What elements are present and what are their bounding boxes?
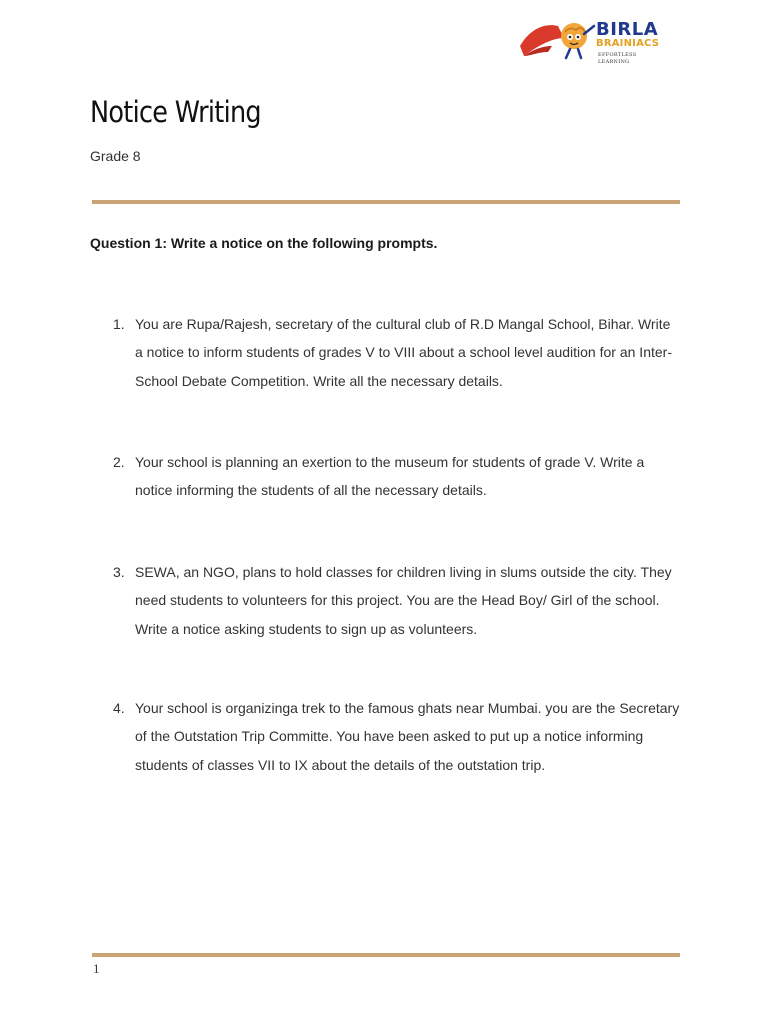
footer-divider	[92, 953, 680, 957]
header-divider	[92, 200, 680, 204]
birla-brainiacs-logo	[518, 16, 668, 65]
superhero-brain-mascot-icon	[518, 16, 598, 62]
list-item-text: Your school is organizinga trek to the famous ghats near Mumbai. you are the Secretary of the Outstation Trip Committe. You have been asked to put up a notice informing students of classes VII to IX about the details of the outstation trip.	[135, 700, 680, 773]
list-item-text: You are Rupa/Rajesh, secretary of the cultural club of R.D Mangal School, Bihar. Write a notice to inform students of grades V to VIII about a school level audition for an Inter-School Debate Competition. Write all the necessary details.	[135, 316, 672, 389]
list-item-number: 1.	[113, 316, 125, 332]
list-item-number: 2.	[113, 454, 125, 470]
list-item-text: SEWA, an NGO, plans to hold classes for children living in slums outside the city. They need students to volunteers for this project. You are the Head Boy/ Girl of the school. Write a notice asking students to sign up as volunteers.	[135, 564, 672, 637]
logo-sub-text: BRAINIACS	[596, 38, 660, 49]
page-title: Notice Writing	[90, 95, 261, 129]
list-item-text: Your school is planning an exertion to the museum for students of grade V. Write a notice informing the students of all the necessary details.	[135, 454, 645, 499]
grade-label: Grade 8	[90, 148, 141, 164]
logo-brand-text: BIRLA	[596, 19, 659, 40]
list-item-number: 3.	[113, 564, 125, 580]
list-item-number: 4.	[113, 700, 125, 716]
question-heading: Question 1: Write a notice on the following prompts.	[90, 235, 438, 251]
page-number: 1	[93, 961, 100, 976]
logo-tagline: EFFORTLESS LEARNING	[598, 52, 637, 65]
